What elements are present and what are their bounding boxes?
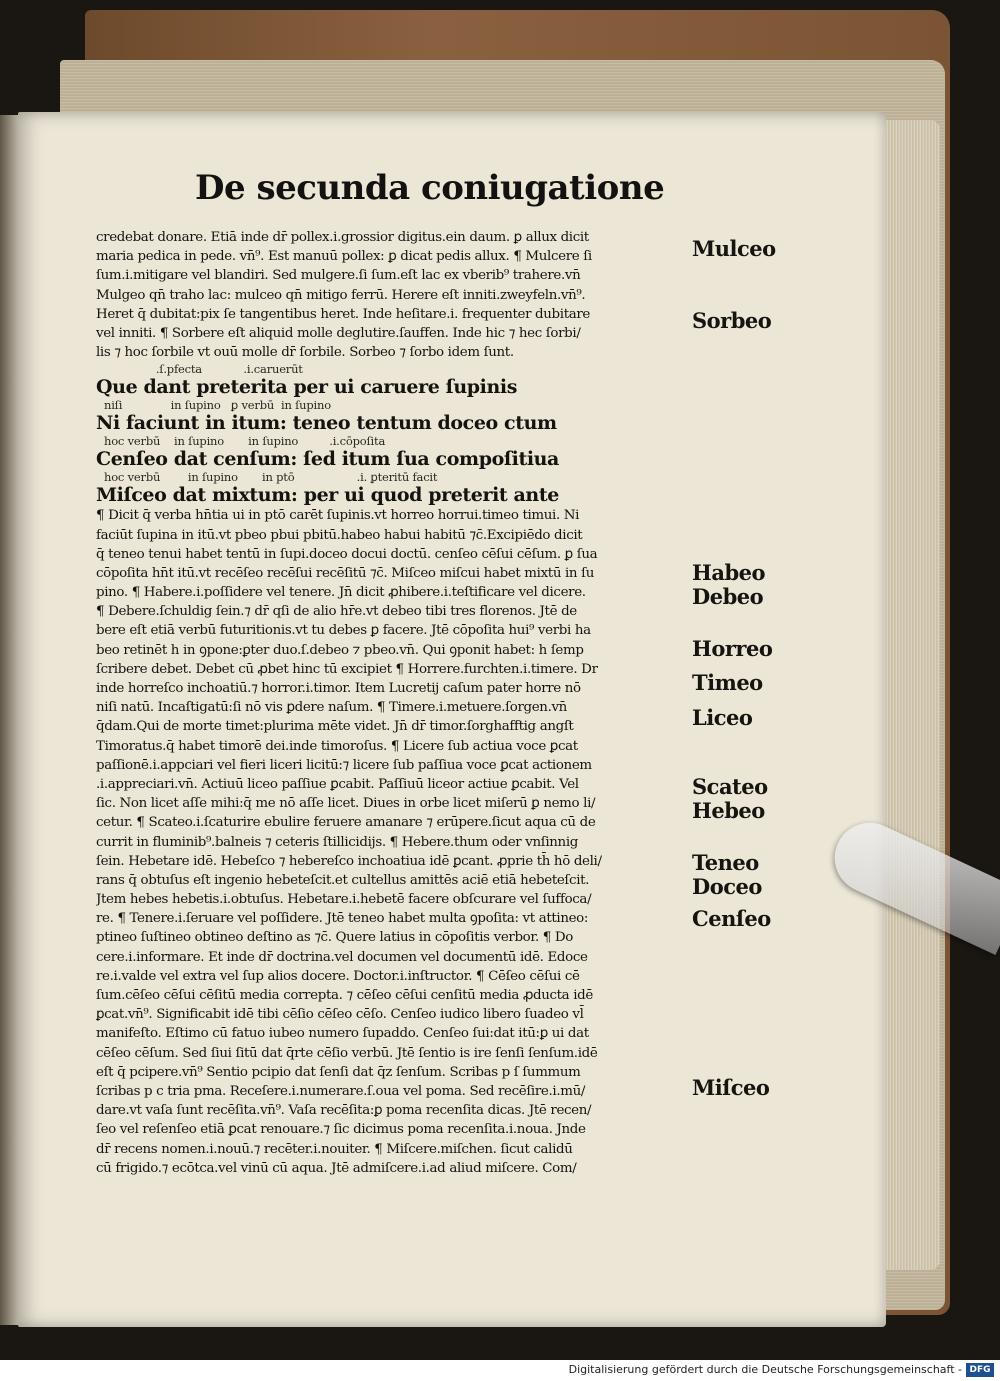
text-line: faciūt ſupina in itū.vt pbeo pbui pbitū.habeo habui habitū ⁊c̄.Excipiēdo dicit bbox=[96, 527, 583, 543]
commentary-bottom bbox=[96, 506, 692, 1178]
interlinear-gloss: .ſ.pfecta .i.caruerūt bbox=[104, 362, 303, 377]
text-line: dr̄ recens nomen.i.nouū.⁊ recēter.i.nouiter. ¶ Miſcere.miſchen. ſicut calidū bbox=[96, 1141, 573, 1157]
margin-note: Teneo bbox=[692, 850, 759, 875]
main-text-block bbox=[96, 228, 692, 1178]
margin-note: Horreo bbox=[692, 636, 773, 661]
text-line: cū frigido.⁊ ecōtca.vel vinū cū aqua. Jtē admiſcere.i.ad aliud miſcere. Com/ bbox=[96, 1160, 577, 1176]
margin-note: Liceo bbox=[692, 705, 753, 730]
text-line: re.i.valde vel extra vel ſup alios docere. Doctor.i.inſtructor. ¶ Cēſeo cēſui cē bbox=[96, 968, 580, 984]
margin-note: Doceo bbox=[692, 874, 762, 899]
text-line: inde horreſco inchoatiū.⁊ horror.i.timor. Item Lucretij caſum pater horre nō bbox=[96, 681, 581, 696]
text-line: ſcribas p c tria pma. Receſere.i.numerare.ſ.oua vel poma. Sed recēſire.i.mū/ bbox=[96, 1083, 586, 1099]
margin-note: Mulceo bbox=[692, 236, 776, 261]
text-line: cetur. ¶ Scateo.i.ſcaturire ebulire feruere amanare ⁊ erūpere.ſicut aqua cū de bbox=[96, 815, 596, 831]
text-line: pino. ¶ Habere.i.poſſidere vel tenere. Jn̄ dicit ꝓhibere.i.teſtificare vel dicere. bbox=[96, 585, 586, 601]
verse-line: Que dant preterita per ui caruere ſupinis bbox=[96, 376, 518, 399]
text-line: lis ⁊ hoc ſorbile vt ouū molle dr̄ ſorbile. Sorbeo ⁊ ſorbo idem ſunt. bbox=[96, 345, 514, 361]
running-head: De secunda coniugatione bbox=[195, 168, 665, 208]
text-line: ſum.cēſeo cēſui cēſitū media correpta. ⁊ cēſeo cēſui cenſitū media ꝓducta idē bbox=[96, 988, 593, 1003]
interlinear-gloss: niſi in ſupino ꝑ verbū in ſupino bbox=[104, 398, 331, 413]
text-line: ptineo ſuſtineo obtineo deſtino as ⁊c̄. Quere latius in cōpoſitis verbor. ¶ Do bbox=[96, 930, 573, 946]
text-line: Heret q̄ dubitat:pix ſe tangentibus heret. Inde heſitare.i. frequenter dubitare bbox=[96, 306, 590, 322]
verse-line: Miſceo dat mixtum: per ui quod preterit ante bbox=[96, 484, 559, 507]
text-line: ſein. Hebetare idē. Hebeſco ⁊ hebereſco inchoatiua idē ꝑcant. ꝓprie th̄ hō deli/ bbox=[96, 853, 602, 869]
funding-credit: Digitalisierung gefördert durch die Deutsche Forschungsgemeinschaft - bbox=[568, 1363, 962, 1376]
verse-group bbox=[96, 398, 692, 434]
text-line: Mulgeo qn̄ traho lac: mulceo qn̄ mitigo ferrū. Herere eſt inniti.zweyfeln.vn̄⁹. bbox=[96, 287, 586, 303]
text-line: manifeſto. Eſtimo cū fatuo iubeo numero ſupaddo. Cenſeo ſui:dat itū:ꝑ ui dat bbox=[96, 1026, 589, 1042]
verse-group bbox=[96, 470, 692, 506]
text-line: cere.i.informare. Et inde dr̄ doctrina.vel documen vel documentū idē. Edoce bbox=[96, 949, 588, 965]
text-line: credebat donare. Etiā inde dr̄ pollex.i.grossior digitus.ein daum. ꝑ allux dicit bbox=[96, 230, 589, 245]
text-line: cēſeo cēſum. Sed ſiui ſitū dat q̄rte cēſio verbū. Jtē ſentio is ire ſenſi ſenſum.idē bbox=[96, 1045, 598, 1061]
text-line: Timoratus.q̄ habet timorē dei.inde timoroſus. ¶ Licere ſub actiua voce ꝑcat bbox=[96, 738, 578, 754]
margin-note: Scateo bbox=[692, 774, 768, 799]
margin-note: Sorbeo bbox=[692, 308, 772, 333]
text-line: Jtem hebes hebetis.i.obtuſus. Hebetare.i.hebetē facere obſcurare vel ſuffoca/ bbox=[96, 892, 592, 908]
text-line: q̄dam.Qui de morte timet:plurima mēte videt. Jn̄ dr̄ timor.ſorghafftig angſt bbox=[96, 719, 574, 735]
text-line: maria pedica in pede. vn̄⁹. Est manuū pollex: ꝑ dicat pedis allux. ¶ Mulcere ſi bbox=[96, 249, 592, 265]
text-line: beo retinēt h in ꝯpone:ꝑter duo.ſ.debeo ⁊ pbeo.vn̄. Qui ꝯponit habet: h ſemp bbox=[96, 642, 584, 658]
text-line: ſic. Non licet aſſe mihi:q̄ me nō aſſe licet. Diues in orbe licet miſerū ꝑ nemo li/ bbox=[96, 796, 596, 812]
text-line: .i.appreciari.vn̄. Actiuū liceo paſſiue ꝑcabit. Paſſiuū liceor actiue ꝑcabit. Vel bbox=[96, 776, 579, 792]
text-line: eſt q̄ pcipere.vn̄⁹ Sentio pcipio dat ſenſi dat q̄z ſenſum. Scribas p ſ ſummum bbox=[96, 1064, 581, 1080]
text-line: currit in fluminib⁹.balneis ⁊ ceteris ſtillicidijs. ¶ Hebere.thum oder vnſinnig bbox=[96, 834, 578, 850]
text-line: q̄ teneo tenui habet tentū in ſupi.doceo docui doctū. cenſeo cēſui cēſum. ꝑ ſua bbox=[96, 546, 598, 562]
verse-group bbox=[96, 362, 692, 398]
interlinear-gloss: hoc verbū in ſupino in ſupino .i.cōpoſita bbox=[104, 434, 386, 449]
verse-section bbox=[96, 362, 692, 506]
text-line: ¶ Debere.ſchuldig ſein.⁊ dr̄ qſi de alio hr̄e.vt debeo tibi tres florenos. Jtē de bbox=[96, 604, 577, 620]
text-line: re. ¶ Tenere.i.ſeruare vel poſſidere. Jtē teneo habet multa ꝯpoſita: vt attineo: bbox=[96, 911, 589, 927]
margin-note: Debeo bbox=[692, 584, 764, 609]
text-line: niſi natū. Incaſtigatū:ſi nō vis ꝑdere naſum. ¶ Timere.i.metuere.ſorgen.vn̄ bbox=[96, 700, 567, 716]
margin-note: Miſceo bbox=[692, 1075, 770, 1100]
margin-note: Cenſeo bbox=[692, 906, 771, 931]
verse-line: Cenſeo dat cenſum: ſed itum ſua compoſitiua bbox=[96, 448, 559, 471]
margin-note: Hebeo bbox=[692, 798, 765, 823]
interlinear-gloss: hoc verbū in ſupino in ptō .i. ꝑteritū facit bbox=[104, 470, 438, 485]
text-line: ſcribere debet. Debet cū ꝓbet hinc tū excipiet ¶ Horrere.furchten.i.timere. Dr bbox=[96, 661, 598, 677]
text-line: ſeo vel reſenſeo etiā ꝑcat renouare.⁊ ſic dicimus poma recenſita.i.noua. Jnde bbox=[96, 1122, 586, 1138]
text-line: bere eſt etiā verbū futuritionis.vt tu debes ꝑ facere. Jtē cōpoſita hui⁹ verbi ha bbox=[96, 623, 591, 639]
margin-note: Habeo bbox=[692, 560, 765, 585]
verse-group bbox=[96, 434, 692, 470]
text-line: ſum.i.mitigare vel blandiri. Sed mulgere.ſi ſum.eſt lac ex vberib⁹ trahere.vn̄ bbox=[96, 268, 581, 284]
verse-line: Ni faciunt in itum: teneo tentum doceo ctum bbox=[96, 412, 557, 435]
text-line: vel inniti. ¶ Sorbere eſt aliquid molle deglutire.ſauffen. Inde hic ⁊ hec ſorbi/ bbox=[96, 325, 581, 341]
dfg-logo: DFG bbox=[966, 1363, 994, 1377]
margin-note: Timeo bbox=[692, 670, 763, 695]
text-line: ꝑcat.vn̄⁹. Significabit idē tibi cēſio cēſeo cēſo. Cenſeo iudico libero ſuadeo vl̄ bbox=[96, 1007, 584, 1023]
commentary-top bbox=[96, 228, 692, 362]
page-fore-edge bbox=[880, 120, 940, 1270]
text-line: paſſionē.i.appciari vel fieri liceri licitū:⁊ licere ſub paſſiua voce ꝑcat actionem bbox=[96, 757, 592, 773]
text-line: cōpoſita hn̄t itū.vt recēſeo recēſui recēſitū ⁊c̄. Miſceo miſcui habet mixtū in ſu bbox=[96, 565, 594, 581]
text-line: ¶ Dicit q̄ verba hn̄tia ui in ptō carēt ſupinis.vt horreo horrui.timeo timui. Ni bbox=[96, 508, 580, 524]
text-line: rans q̄ obtuſus eſt ingenio hebeteſcit.et cultellus amittēs aciē etiā hebeteſcit. bbox=[96, 872, 590, 888]
text-line: dare.vt vaſa ſunt recēſita.vn̄⁹. Vaſa recēſita:ꝑ poma recenſita dicas. Jtē recen/ bbox=[96, 1103, 592, 1119]
